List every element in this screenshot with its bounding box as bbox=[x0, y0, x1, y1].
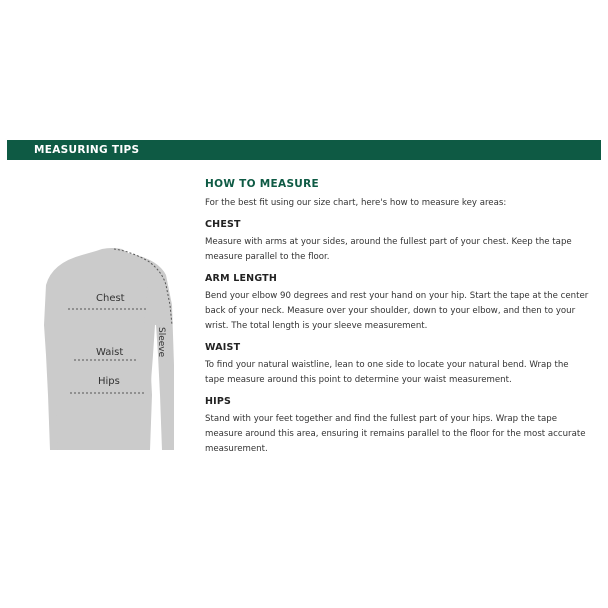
chest-label: Chest bbox=[96, 293, 125, 304]
measure-instructions bbox=[205, 178, 590, 457]
chest-text: Measure with arms at your sides, around the fullest part of your chest. Keep the tape measure parallel to the floor. bbox=[205, 237, 572, 262]
waist-label: Waist bbox=[96, 347, 124, 358]
intro-text: For the best fit using our size chart, here's how to measure key areas: bbox=[205, 198, 507, 208]
sleeve-label: Sleeve bbox=[156, 327, 166, 358]
arm-length-text: Bend your elbow 90 degrees and rest your hand on your hip. Start the tape at the center back of your neck. Measure over your shoulder, down to your elbow, and then to your wrist. The total length is your sleeve measurement. bbox=[205, 291, 589, 331]
arm-length-heading: ARM LENGTH bbox=[205, 273, 277, 284]
how-to-measure-heading: HOW TO MEASURE bbox=[205, 178, 319, 190]
body-measurement-diagram bbox=[40, 245, 190, 465]
banner-title: MEASURING TIPS bbox=[34, 144, 140, 156]
hips-text: Stand with your feet together and find the fullest part of your hips. Wrap the tape measure around this area, ensuring it remains parallel to the floor for the most accurate measurement. bbox=[205, 414, 586, 454]
waist-text: To find your natural waistline, lean to one side to locate your natural bend. Wrap the tape measure around this point to determine your waist measurement. bbox=[205, 360, 569, 385]
torso-body bbox=[56, 285, 152, 450]
measuring-tips-banner bbox=[7, 140, 601, 160]
hips-label: Hips bbox=[98, 376, 120, 387]
hips-heading: HIPS bbox=[205, 396, 232, 407]
chest-heading: CHEST bbox=[205, 219, 241, 230]
waist-heading: WAIST bbox=[205, 342, 241, 353]
